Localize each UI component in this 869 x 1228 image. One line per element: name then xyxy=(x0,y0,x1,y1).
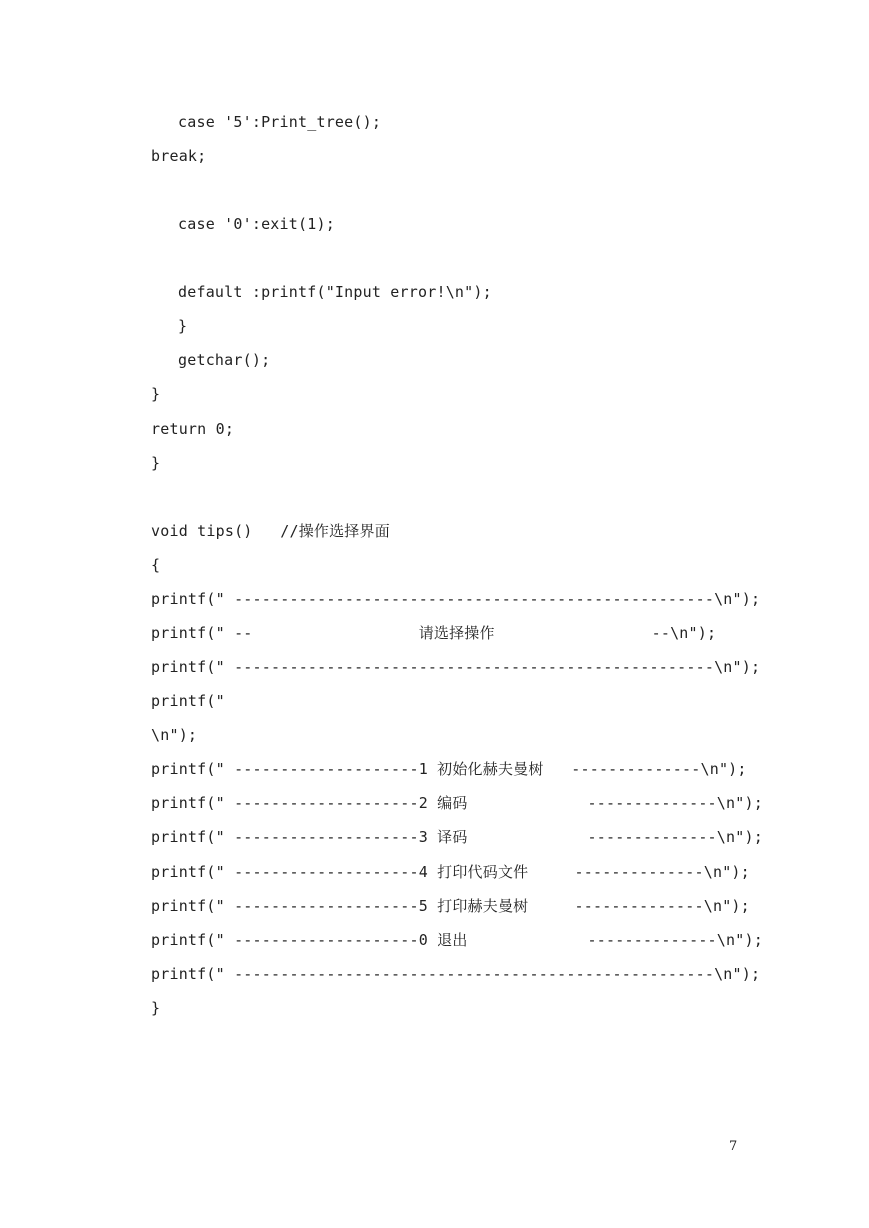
code-line: } xyxy=(151,385,161,403)
code-line: printf(" --------------------4 打印代码文件 --------------\n"); xyxy=(151,863,750,881)
code-line: printf(" ----------------------------------------------------\n"); xyxy=(151,658,761,676)
code-line: getchar(); xyxy=(178,351,271,369)
code-line: } xyxy=(151,999,161,1017)
code-line: { xyxy=(151,556,161,574)
code-line: printf(" ----------------------------------------------------\n"); xyxy=(151,965,761,983)
code-line: printf(" --------------------1 初始化赫夫曼树 --------------\n"); xyxy=(151,760,747,778)
code-line: printf(" ----------------------------------------------------\n"); xyxy=(151,590,761,608)
page-number: 7 xyxy=(729,1139,738,1154)
code-line: \n"); xyxy=(151,726,198,744)
code-line: } xyxy=(151,454,161,472)
code-line: void tips() //操作选择界面 xyxy=(151,522,390,540)
code-line: printf(" --------------------2 编码 --------------\n"); xyxy=(151,794,763,812)
code-line: printf(" -- 请选择操作 --\n"); xyxy=(151,624,717,642)
code-line: printf(" --------------------5 打印赫夫曼树 --------------\n"); xyxy=(151,897,750,915)
code-line: printf(" --------------------0 退出 --------------\n"); xyxy=(151,931,763,949)
code-line: return 0; xyxy=(151,420,235,438)
code-line: default :printf("Input error!\n"); xyxy=(178,283,492,301)
code-line: } xyxy=(178,317,188,335)
code-line: case '0':exit(1); xyxy=(178,215,335,233)
code-line: printf(" xyxy=(151,692,225,710)
code-line: printf(" --------------------3 译码 --------------\n"); xyxy=(151,828,763,846)
code-line: case '5':Print_tree(); xyxy=(178,113,382,131)
code-line: break; xyxy=(151,147,207,165)
